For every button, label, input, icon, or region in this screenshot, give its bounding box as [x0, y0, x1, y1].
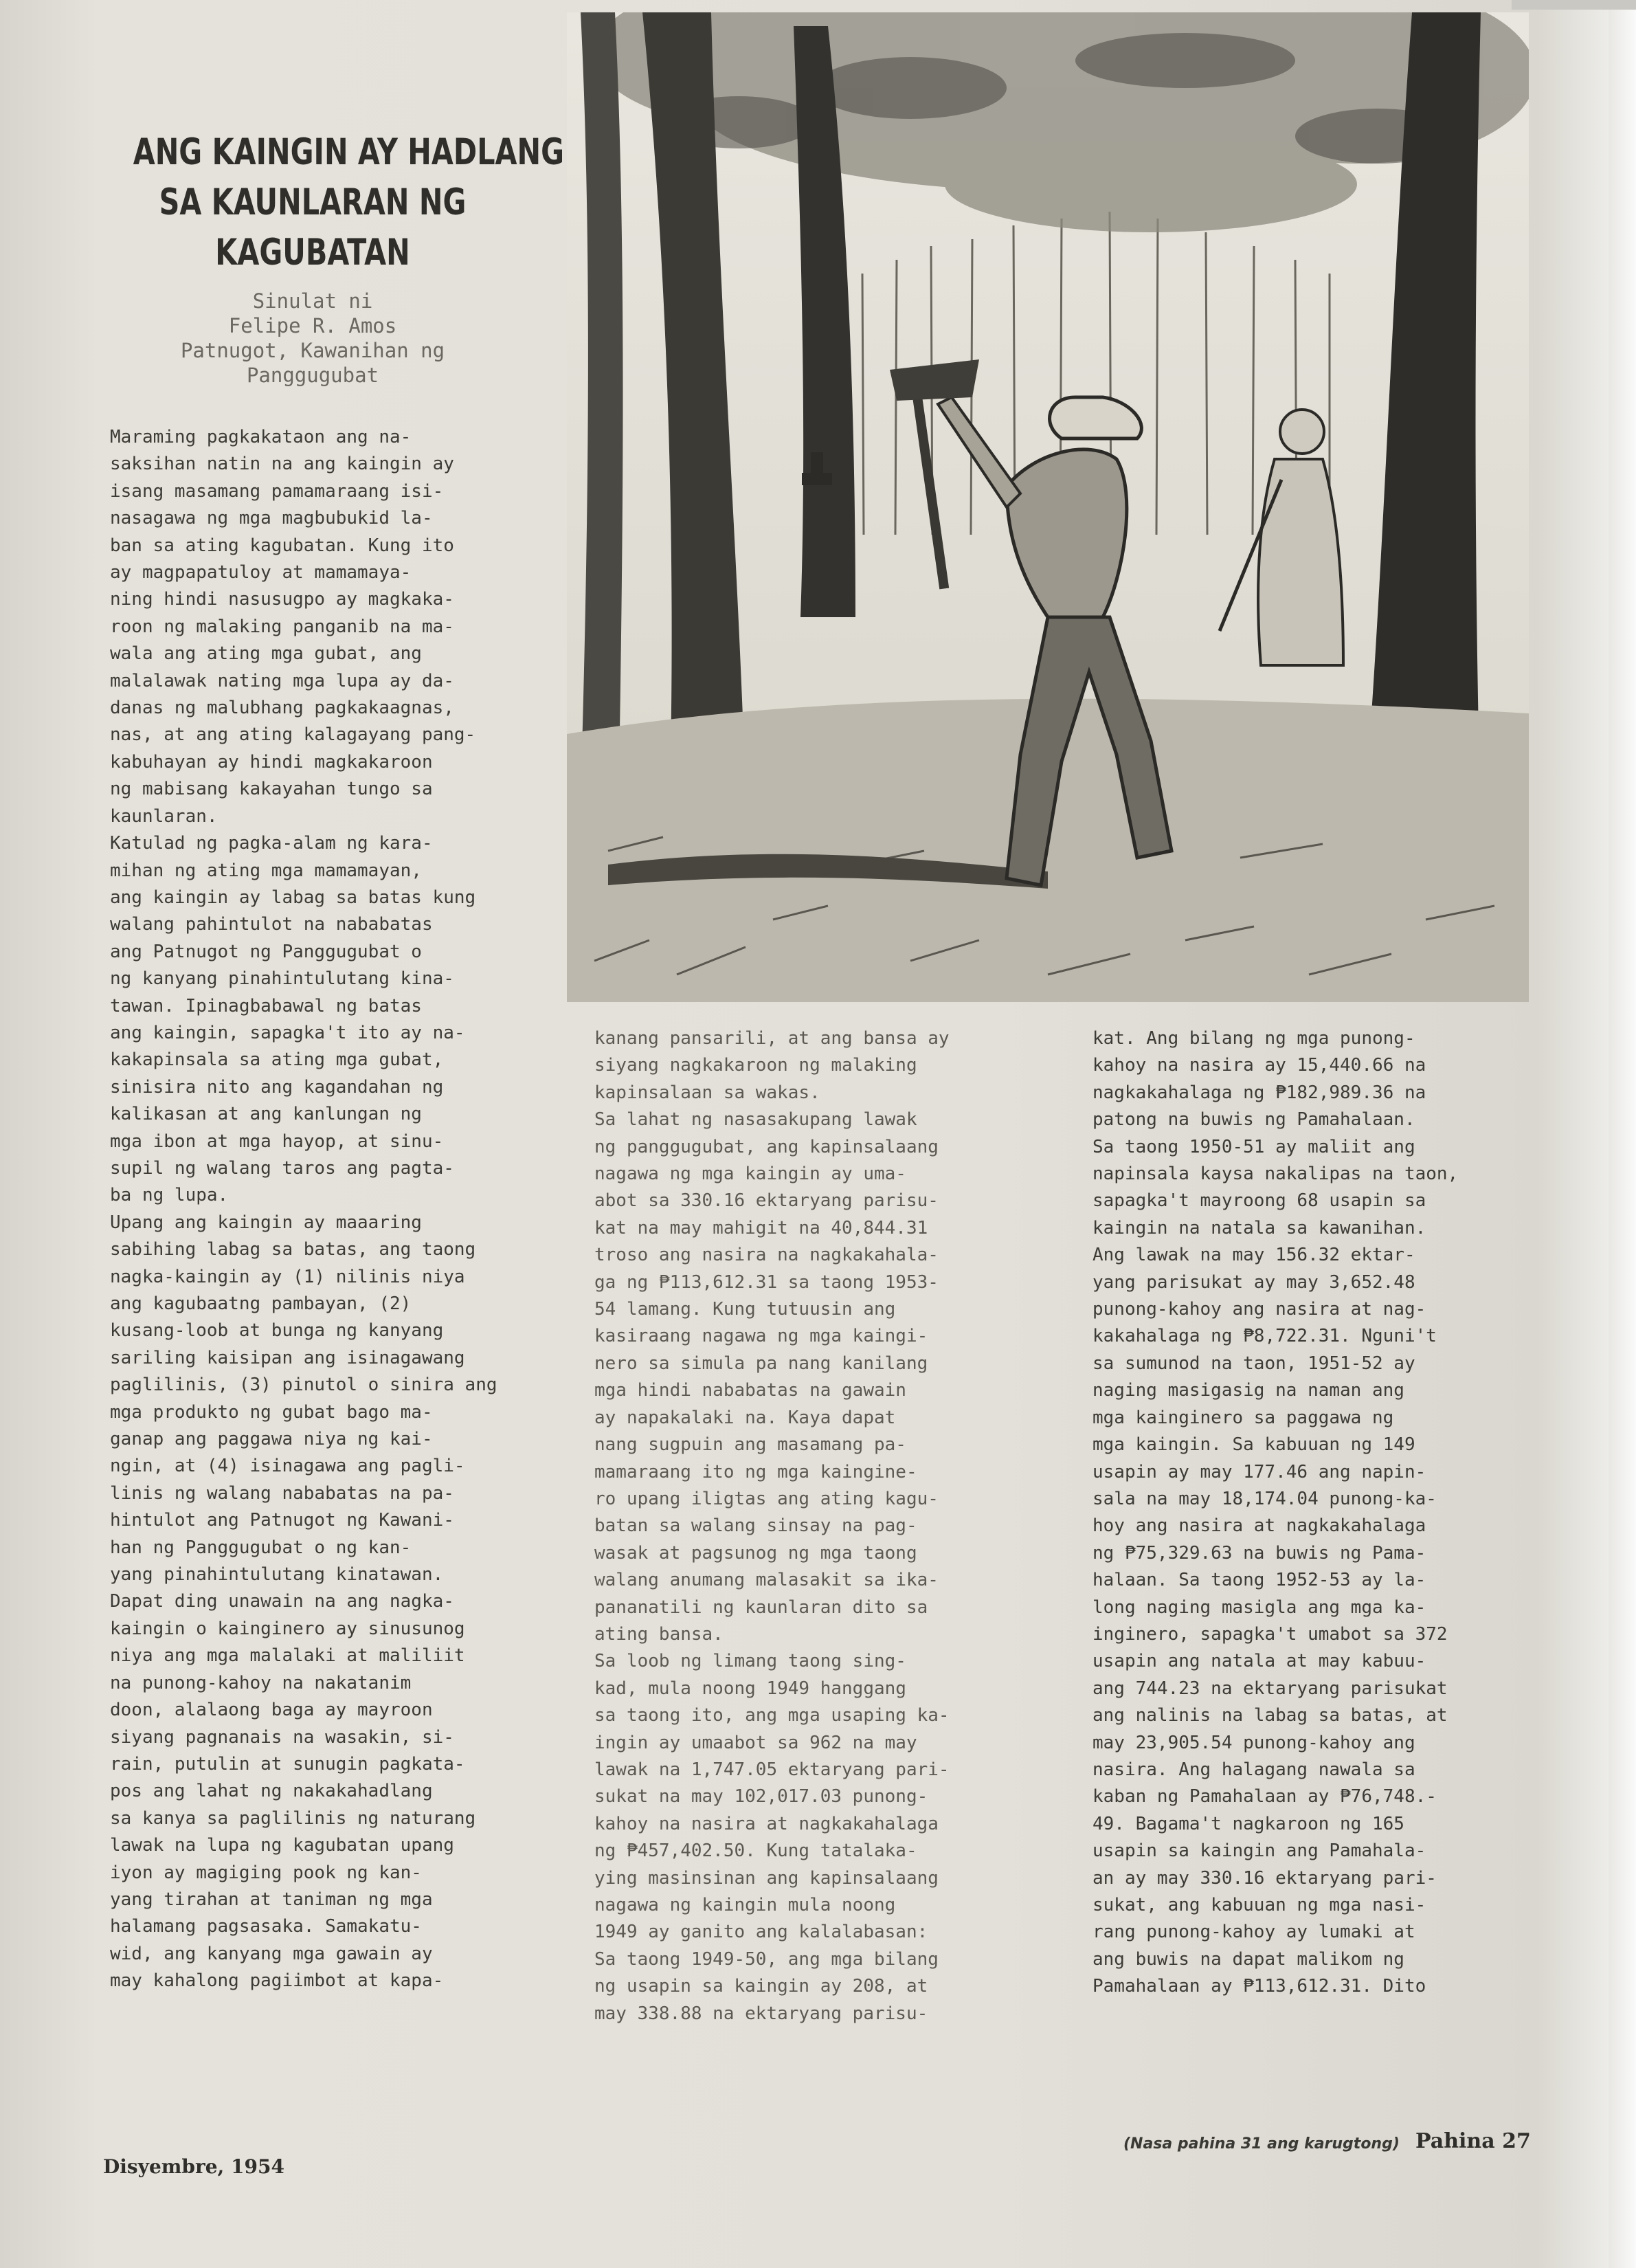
text-line: ning hindi nasusugpo ay magkaka- [110, 589, 454, 610]
text-line: kanang pansarili, at ang bansa ay [594, 1028, 950, 1049]
text-line: napinsala kaysa nakalipas na taon, [1092, 1164, 1459, 1185]
byline-line: Panggugubat [246, 364, 379, 387]
text-line: abot sa 330.16 ektaryang parisu- [594, 1190, 939, 1212]
article-column-2 [594, 1025, 1051, 2027]
text-line: hoy ang nasira at nagkakahalaga [1092, 1515, 1426, 1537]
text-line: ang Patnugot ng Panggugubat o [110, 941, 422, 962]
byline-line: Felipe R. Amos [228, 314, 397, 337]
text-line: ng kanyang pinahintulutang kina- [110, 968, 454, 990]
text-line: sala na may 18,174.04 punong-ka- [1092, 1488, 1437, 1509]
text-line: kad, mula noong 1949 hanggang [594, 1678, 906, 1699]
article-column-3 [1092, 1025, 1546, 2001]
text-line: nasira. Ang halagang nawala sa [1092, 1759, 1415, 1780]
text-line: an ay may 330.16 ektaryang pari- [1092, 1867, 1437, 1889]
text-line: inginero, sapagka't umabot sa 372 [1092, 1623, 1448, 1645]
text-line: sa sumunod na taon, 1951-52 ay [1092, 1353, 1415, 1374]
text-line: nagkakahalaga ng ₱182,989.36 na [1092, 1082, 1426, 1103]
text-line: patong na buwis ng Pamahalaan. [1092, 1109, 1415, 1131]
text-line: nang sugpuin ang masamang pa- [594, 1434, 906, 1456]
text-line: ang buwis na dapat malikom ng [1092, 1948, 1404, 1970]
text-line: ban sa ating kagubatan. Kung ito [110, 535, 454, 556]
text-line: nagawa ng kaingin mula noong [594, 1895, 896, 1915]
text-line: wasak at pagsunog ng mga taong [594, 1542, 917, 1564]
text-line: ang kaingin ay labag sa batas kung [110, 887, 476, 908]
text-line: walang anumang malasakit sa ika- [594, 1570, 939, 1591]
text-line: batan sa walang sinsay na pag- [594, 1515, 917, 1537]
text-line: kat. Ang bilang ng mga punong- [1092, 1028, 1415, 1049]
text-line: nagka-kaingin ay (1) nilinis niya [110, 1266, 465, 1287]
text-line: ro upang iligtas ang ating kagu- [594, 1488, 939, 1509]
scan-margin-mark [1512, 0, 1636, 10]
text-line: yang tirahan at taniman ng mga [110, 1889, 433, 1910]
text-line: mihan ng ating mga mamamayan, [110, 860, 422, 881]
continuation-note: (Nasa pahina 31 ang karugtong) [1123, 2135, 1400, 2153]
woodcutter-illustration [567, 12, 1529, 1002]
text-line: 54 lamang. Kung tutuusin ang [594, 1299, 896, 1320]
text-line: nagawa ng mga kaingin ay uma- [594, 1164, 906, 1185]
text-line: han ng Panggugubat o ng kan- [110, 1537, 412, 1558]
text-line: ng usapin sa kaingin ay 208, at [594, 1976, 928, 1997]
text-line: kaunlaran. [110, 805, 218, 827]
text-line: linis ng walang nababatas na pa- [110, 1482, 454, 1504]
text-line: tawan. Ipinagbabawal ng batas [110, 995, 422, 1016]
text-line: halaan. Sa taong 1952-53 ay la- [1092, 1570, 1426, 1591]
text-line: ng ₱75,329.63 na buwis ng Pama- [1092, 1542, 1426, 1564]
text-line: ating bansa. [594, 1623, 724, 1645]
text-line: kahoy na nasira at nagkakahalaga [594, 1813, 939, 1834]
text-line: iyon ay magiging pook ng kan- [110, 1862, 422, 1883]
text-line: sapagka't mayroong 68 usapin sa [1092, 1190, 1426, 1212]
text-line: walang pahintulot na nababatas [110, 914, 433, 935]
text-line: Sa taong 1950-51 ay maliit ang [1092, 1136, 1415, 1157]
text-line: usapin ay may 177.46 ang napin- [1092, 1461, 1426, 1482]
text-line: Sa loob ng limang taong sing- [594, 1651, 906, 1672]
byline-line: Sinulat ni [252, 289, 373, 313]
text-line: mamaraang ito ng mga kaingine- [594, 1461, 917, 1482]
text-line: sukat na may 102,017.03 punong- [594, 1786, 928, 1808]
text-line: mga hindi nababatas na gawain [594, 1380, 906, 1401]
text-line: long naging masigla ang mga ka- [1092, 1597, 1426, 1618]
page-number: Pahina 27 [1415, 2129, 1531, 2153]
text-line: mga kaingin. Sa kabuuan ng 149 [1092, 1434, 1415, 1456]
text-line: roon ng malaking panganib na ma- [110, 616, 454, 637]
text-line: kakahalaga ng ₱8,722.31. Nguni't [1092, 1326, 1437, 1347]
text-line: danas ng malubhang pagkakaagnas, [110, 698, 454, 719]
text-line: Upang ang kaingin ay maaaring [110, 1212, 422, 1233]
text-line: ganap ang paggawa niya ng kai- [110, 1429, 433, 1450]
text-line: punong-kahoy ang nasira at nag- [1092, 1299, 1426, 1320]
text-line: kaingin na natala sa kawanihan. [1092, 1217, 1426, 1238]
text-line: 1949 ay ganito ang kalalabasan: [594, 1922, 928, 1943]
text-line: kabuhayan ay hindi magkakaroon [110, 751, 433, 772]
text-line: ang kaingin, sapagka't ito ay na- [110, 1022, 465, 1043]
article-column-1 [110, 424, 543, 1995]
text-line: kaban ng Pamahalaan ay ₱76,748.- [1092, 1786, 1437, 1808]
text-line: Sa lahat ng nasasakupang lawak [594, 1109, 917, 1131]
text-line: ngin, at (4) isinagawa ang pagli- [110, 1456, 465, 1477]
text-line: malalawak nating mga lupa ay da- [110, 670, 454, 691]
title-line-2: SA KAUNLARAN NG [159, 181, 467, 223]
text-line: niya ang mga malalaki at maliliit [110, 1645, 465, 1667]
text-line: kaingin o kainginero ay sinusunog [110, 1618, 465, 1639]
text-line: sa kanya sa paglilinis ng naturang [110, 1808, 476, 1829]
text-line: Katulad ng pagka-alam ng kara- [110, 833, 433, 854]
text-line: Ang lawak na may 156.32 ektar- [1092, 1245, 1415, 1266]
text-line: sariling kaisipan ang isinagawang [110, 1347, 465, 1368]
text-line: doon, alalaong baga ay mayroon [110, 1700, 433, 1721]
text-line: sa taong ito, ang mga usaping ka- [594, 1705, 950, 1726]
text-line: ga ng ₱113,612.31 sa taong 1953- [594, 1271, 939, 1293]
text-line: mga produkto ng gubat bago ma- [110, 1401, 433, 1423]
text-line: halamang pagsasaka. Samakatu- [110, 1916, 422, 1937]
page-edge [1609, 0, 1636, 2268]
text-line: ng ₱457,402.50. Kung tatalaka- [594, 1841, 917, 1862]
text-line: ng mabisang kakayahan tungo sa [110, 779, 433, 800]
text-line: troso ang nasira na nagkakahala- [594, 1245, 939, 1266]
text-line: sabihing labag sa batas, ang taong [110, 1239, 476, 1260]
text-line: paglilinis, (3) pinutol o sinira ang [110, 1375, 497, 1396]
text-line: mga ibon at mga hayop, at sinu- [110, 1131, 444, 1152]
text-line: ying masinsinan ang kapinsalaang [594, 1867, 939, 1889]
text-line: Pamahalaan ay ₱113,612.31. Dito [1092, 1976, 1426, 1997]
text-line: sukat, ang kabuuan ng mga nasi- [1092, 1895, 1426, 1915]
text-line: ay napakalaki na. Kaya dapat [594, 1407, 896, 1428]
text-line: isang masamang pamamaraang isi- [110, 480, 444, 502]
text-line: yang pinahintulutang kinatawan. [110, 1564, 444, 1586]
byline-line: Patnugot, Kawanihan ng [180, 339, 445, 362]
text-line: nas, at ang ating kalagayang pang- [110, 724, 476, 746]
text-line: ang kagubaatng pambayan, (2) [110, 1293, 412, 1314]
text-line: supil ng walang taros ang pagta- [110, 1157, 454, 1179]
text-line: kakapinsala sa ating mga gubat, [110, 1049, 444, 1071]
text-line: pananatili ng kaunlaran dito sa [594, 1597, 928, 1618]
text-line: ay magpapatuloy at mamamaya- [110, 562, 412, 583]
text-line: kahoy na nasira ay 15,440.66 na [1092, 1055, 1426, 1076]
text-line: siyang nagkakaroon ng malaking [594, 1055, 917, 1076]
article-title [133, 127, 565, 278]
title-line-1: ANG KAINGIN AY HADLANG [133, 131, 565, 173]
text-line: sinisira nito ang kagandahan ng [110, 1076, 444, 1098]
issue-date: Disyembre, 1954 [103, 2155, 284, 2178]
text-line: na punong-kahoy na nakatanim [110, 1672, 412, 1693]
text-line: lawak na 1,747.05 ektaryang pari- [594, 1759, 950, 1780]
text-line: usapin ang natala at may kabuu- [1092, 1651, 1426, 1672]
byline [110, 289, 515, 388]
text-line: ba ng lupa. [110, 1185, 229, 1206]
text-line: ng panggugubat, ang kapinsalaang [594, 1136, 939, 1157]
text-line: kat na may mahigit na 40,844.31 [594, 1217, 928, 1238]
text-line: may kahalong pagiimbot at kapa- [110, 1970, 444, 1992]
text-line: kusang-loob at bunga ng kanyang [110, 1320, 444, 1342]
text-line: may 23,905.54 punong-kahoy ang [1092, 1732, 1415, 1753]
text-line: Sa taong 1949-50, ang mga bilang [594, 1948, 939, 1970]
text-line: naging masigasig na naman ang [1092, 1380, 1404, 1401]
text-line: siyang pagnanais na wasakin, si- [110, 1726, 454, 1748]
text-line: ang nalinis na labag sa batas, at [1092, 1705, 1448, 1726]
text-line: saksihan natin na ang kaingin ay [110, 454, 454, 475]
text-line: rain, putulin at sunugin pagkata- [110, 1753, 465, 1775]
text-line: lawak na lupa ng kagubatan upang [110, 1835, 454, 1856]
text-line: Dapat ding unawain na ang nagka- [110, 1591, 454, 1612]
text-line: wid, ang kanyang mga gawain ay [110, 1943, 433, 1964]
text-line: usapin sa kaingin ang Pamahala- [1092, 1841, 1426, 1862]
text-line: nasagawa ng mga magbubukid la- [110, 508, 433, 529]
text-line: mga kainginero sa paggawa ng [1092, 1407, 1394, 1428]
text-line: nero sa simula pa nang kanilang [594, 1353, 928, 1374]
text-line: kapinsalaan sa wakas. [594, 1082, 820, 1103]
text-line: yang parisukat ay may 3,652.48 [1092, 1271, 1415, 1293]
title-line-3: KAGUBATAN [215, 232, 410, 274]
text-line: wala ang ating mga gubat, ang [110, 643, 422, 665]
text-line: hintulot ang Patnugot ng Kawani- [110, 1510, 454, 1531]
text-line: ang 744.23 na ektaryang parisukat [1092, 1678, 1448, 1699]
text-line: 49. Bagama't nagkaroon ng 165 [1092, 1813, 1404, 1834]
text-line: Maraming pagkakataon ang na- [110, 427, 412, 447]
text-line: ingin ay umaabot sa 962 na may [594, 1732, 917, 1753]
text-line: rang punong-kahoy ay lumaki at [1092, 1922, 1415, 1943]
text-line: may 338.88 na ektaryang parisu- [594, 2003, 928, 2024]
text-line: kasiraang nagawa ng mga kaingi- [594, 1326, 928, 1347]
text-line: pos ang lahat ng nakakahadlang [110, 1781, 433, 1802]
text-line: kalikasan at ang kanlungan ng [110, 1104, 422, 1125]
